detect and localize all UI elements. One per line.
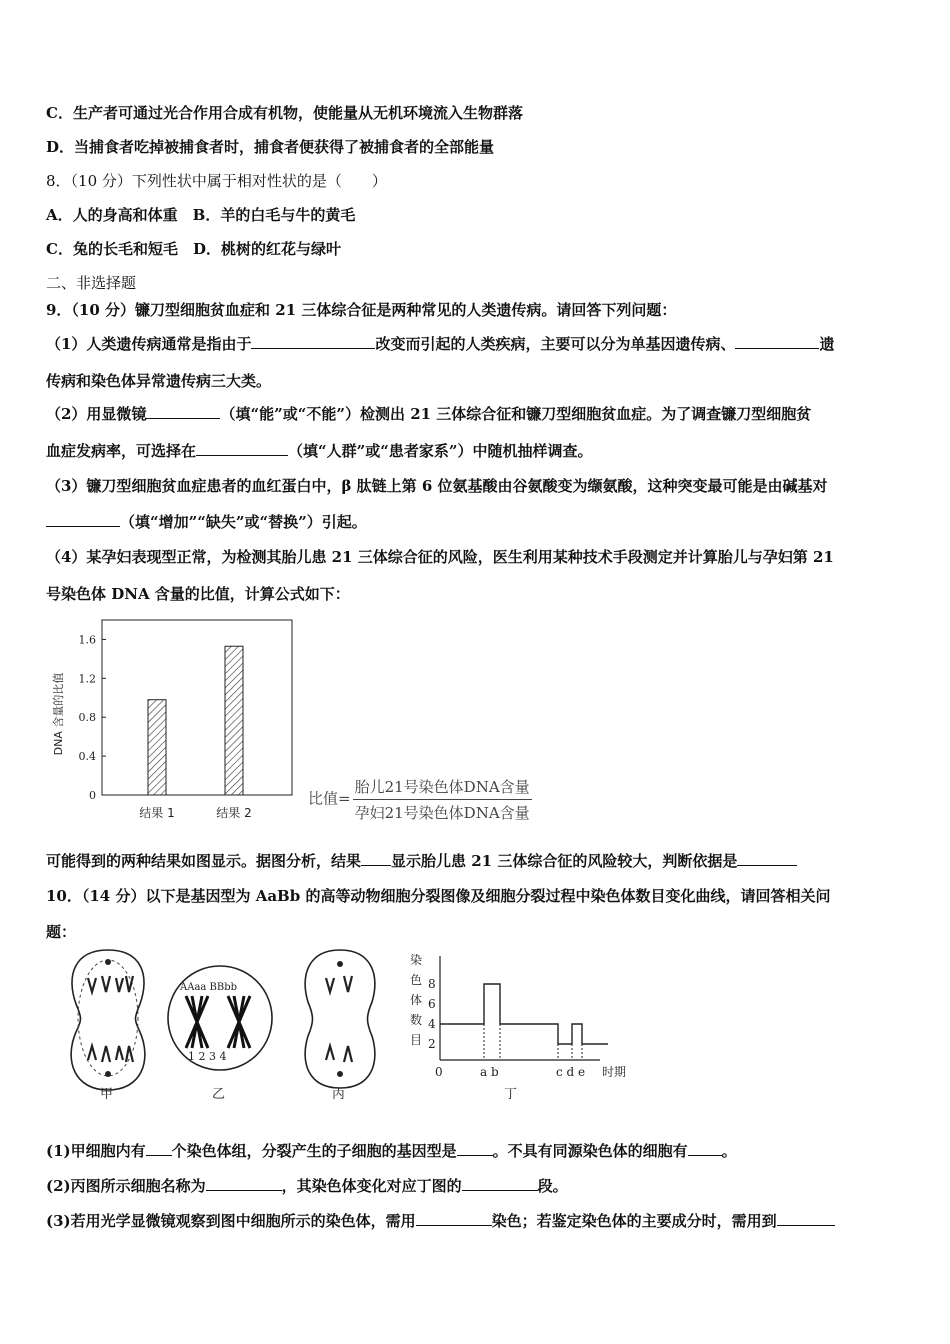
- label-yi: 乙: [212, 1087, 226, 1102]
- answer-blank[interactable]: [737, 851, 797, 866]
- chart-bars: [148, 646, 243, 795]
- answer-blank[interactable]: [46, 512, 120, 527]
- label-bing: 丙: [332, 1087, 346, 1102]
- q9-stem: 9．（10 分）镰刀型细胞贫血症和 21 三体综合征是两种常见的人类遗传病。请回答下列问题：: [46, 301, 677, 319]
- chromosome-count-graph: [410, 952, 626, 1102]
- q9-part4-line2: 号染色体 DNA 含量的比值，计算公式如下：: [46, 585, 350, 603]
- y-tick-label: 1.2: [78, 672, 96, 686]
- q9-part4-line1: （4）某孕妇表现型正常，为检测其胎儿患 21 三体综合征的风险，医生利用某种技术手段测定并计算胎儿与孕妇第 21: [46, 548, 834, 566]
- q8-options-cd: C．兔的长毛和短毛 D．桃树的红花与绿叶: [46, 240, 341, 258]
- answer-blank[interactable]: [735, 334, 819, 349]
- answer-blank[interactable]: [416, 1211, 492, 1226]
- q8-options-ab: A．人的身高和体重 B．羊的白毛与牛的黄毛: [46, 206, 356, 224]
- section-heading: 二、非选择题: [46, 274, 137, 292]
- q10-stem-line1: 10．（14 分）以下是基因型为 AaBb 的高等动物细胞分裂图像及细胞分裂过程中染色体数目变化曲线，请回答相关问: [46, 887, 831, 905]
- option-7c: C．生产者可通过光合作用合成有机物，使能量从无机环境流入生物群落: [46, 104, 523, 122]
- q9-part3-line1: （3）镰刀型细胞贫血症患者的血红蛋白中，β 肽链上第 6 位氨基酸由谷氨酸变为缬氨酸，这种突变最可能是由碱基对: [46, 477, 828, 495]
- graph-ylabel-5: 目: [410, 1033, 423, 1047]
- yi-chromosome-numbers: 1 2 3 4: [188, 1050, 227, 1063]
- label-ding: 丁: [504, 1087, 518, 1102]
- graph-x-label: 时期: [602, 1065, 627, 1079]
- yi-gene-labels: AAaa BBbb: [180, 982, 238, 993]
- q9-part2-line2: 血症发病率，可选择在 （填“人群”或“患者家系”）中随机抽样调查。: [46, 442, 593, 460]
- chart-x-labels: [139, 805, 251, 820]
- y-tick-label: 0.8: [78, 711, 96, 725]
- formula-prefix: 比值=: [308, 789, 351, 808]
- cell-yi: [168, 966, 272, 1102]
- answer-blank[interactable]: [361, 851, 391, 866]
- answer-blank[interactable]: [146, 1141, 172, 1156]
- graph-x-cde: c d e: [556, 1065, 586, 1079]
- cell-division-figures: [60, 948, 650, 1108]
- q9-part3-line2: （填“增加”“缺失”或“替换”）引起。: [46, 511, 367, 532]
- q10-sub3: (3)若用光学显微镜观察到图中细胞所示的染色体，需用 染色；若鉴定染色体的主要成分时，需用到: [46, 1210, 835, 1231]
- graph-x-ab: a b: [480, 1065, 499, 1079]
- chart-y-label: DNA 含量的比值: [52, 672, 65, 756]
- graph-ylabel-2: 色: [410, 973, 423, 987]
- bar-2: [225, 646, 243, 795]
- chart-plot-frame: [102, 620, 292, 795]
- graph-ylabel-1: 染: [410, 953, 423, 967]
- answer-blank[interactable]: [206, 1176, 282, 1191]
- answer-blank[interactable]: [457, 1141, 493, 1156]
- answer-blank[interactable]: [146, 404, 220, 419]
- cell-bing: [305, 950, 375, 1102]
- label-jia: 甲: [100, 1087, 114, 1102]
- x-category-label: 结果 1: [139, 806, 175, 820]
- answer-blank[interactable]: [196, 441, 288, 456]
- q10-sub1: (1)甲细胞内有 个染色体组，分裂产生的子细胞的基因型是 。不具有同源染色体的细胞有 。: [46, 1142, 737, 1160]
- ratio-formula: [308, 776, 532, 823]
- answer-blank[interactable]: [777, 1211, 835, 1226]
- answer-blank[interactable]: [251, 334, 375, 349]
- q9-part1-line2: 传病和染色体异常遗传病三大类。: [46, 372, 272, 390]
- graph-ytick-2: 2: [428, 1037, 436, 1051]
- graph-ytick-8: 8: [428, 977, 436, 991]
- x-category-label: 结果 2: [216, 806, 252, 820]
- answer-blank[interactable]: [462, 1176, 538, 1191]
- q9-part2-line1: （2）用显微镜 （填“能”或“不能”）检测出 21 三体综合征和镰刀型细胞贫血症。为了调查镰刀型细胞贫: [46, 405, 812, 423]
- graph-ytick-6: 6: [428, 997, 436, 1011]
- q9-conclusion: 可能得到的两种结果如图显示。据图分析，结果 显示胎儿患 21 三体综合征的风险较大，判断依据是: [46, 850, 797, 871]
- graph-x-origin: 0: [435, 1065, 443, 1079]
- y-tick-label: 0.4: [78, 750, 96, 764]
- q8-stem: 8．（10 分）下列性状中属于相对性状的是（ ）: [46, 172, 387, 190]
- y-tick-label: 0: [89, 789, 96, 802]
- formula-numerator: 胎儿21号染色体DNA含量: [353, 776, 532, 800]
- graph-ylabel-3: 体: [410, 993, 423, 1007]
- cell-jia: [71, 950, 145, 1102]
- graph-ytick-4: 4: [428, 1017, 436, 1031]
- graph-ylabel-4: 数: [410, 1013, 423, 1027]
- y-tick-label: 1.6: [78, 633, 96, 647]
- formula-denominator: 孕妇21号染色体DNA含量: [354, 804, 530, 822]
- bar-1: [148, 700, 166, 795]
- q9-part1-line1: （1）人类遗传病通常是指由于 改变而引起的人类疾病，主要可以分为单基因遗传病、 遗: [46, 335, 835, 353]
- dna-ratio-bar-chart: [46, 612, 301, 822]
- q10-sub2: (2)丙图所示细胞名称为 ，其染色体变化对应丁图的 段。: [46, 1177, 568, 1195]
- option-7d: D．当捕食者吃掉被捕食者时，捕食者便获得了被捕食者的全部能量: [46, 138, 495, 156]
- q10-stem-line2: 题：: [46, 923, 77, 941]
- answer-blank[interactable]: [688, 1141, 722, 1156]
